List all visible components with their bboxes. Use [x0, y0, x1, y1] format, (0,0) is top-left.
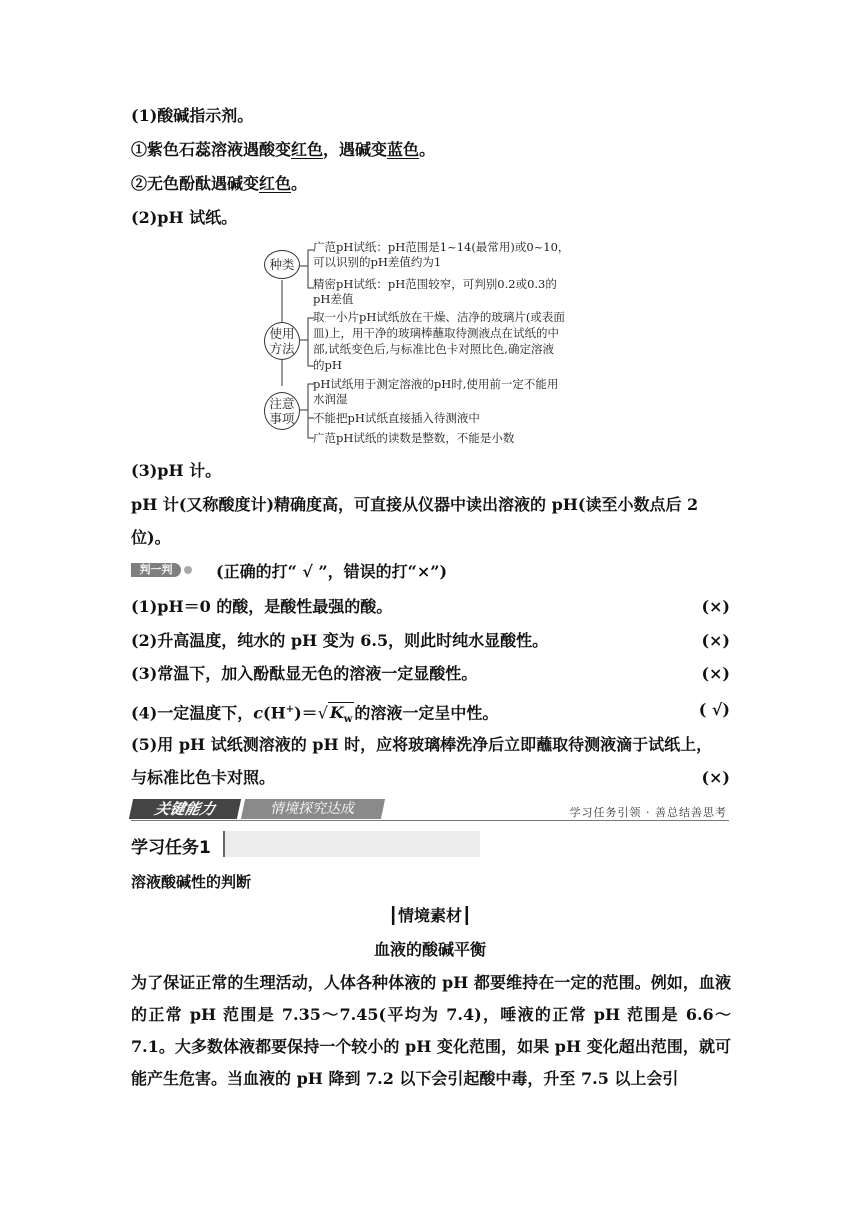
judge-item-5-cont: 与标准比色卡对照。 [131, 768, 276, 787]
subscript: w [343, 714, 353, 726]
mind-map-text: 部,试纸变色后,与标准比色卡对照比色,确定溶液 [313, 342, 554, 356]
judge-answer-2: (×) [701, 631, 730, 650]
ph-paper-mind-map [260, 238, 600, 450]
text: ②无色酚酞遇碱变 [131, 174, 260, 193]
judge-item-1: (1)pH＝0 的酸，是酸性最强的酸。 [131, 597, 393, 616]
mind-map-text: 的pH [313, 358, 342, 372]
text: (4)一定温度下， [131, 703, 254, 723]
node-types: 种类 [264, 250, 300, 279]
mind-map-text: 广范pH试纸的读数是整数，不能是小数 [313, 431, 515, 445]
judge-instruction: (正确的打“ √ ”，错误的打“×”) [216, 562, 448, 581]
judge-answer-3: (×) [701, 664, 730, 683]
mind-map-text: 水润湿 [313, 392, 348, 406]
banner-slogan: 学习任务引领 · 善总结善思考 [569, 806, 727, 819]
material-tag: ┃情境素材┃ [388, 906, 472, 925]
mind-map-text: pH差值 [313, 292, 354, 306]
judge-tag: 判一判 [131, 563, 181, 577]
mind-map-text: 取一小片pH试纸放在干燥、洁净的玻璃片(或表面 [313, 310, 565, 324]
mind-map-text: pH试纸用于测定溶液的pH时,使用前一定不能用 [313, 377, 559, 391]
litmus-line [131, 140, 435, 160]
ph-meter-text: pH 计(又称酸度计)精确度高，可直接从仪器中读出溶液的 pH(读至小数点后 2 [131, 495, 699, 514]
var-k: K [329, 703, 344, 723]
mind-map-text: 不能把pH试纸直接插入待测液中 [313, 411, 480, 425]
material-paragraph: 为了保证正常的生理活动，人体各种体液的 pH 都要维持在一定的范围。例如，血液的正常 pH 范围是 7.35～7.45(平均为 7.4)，唾液的正常 pH 范围是 6.6～7.1。大多数体液都要保持一个较小的 pH 变化范围，如果 pH 变化超出范围，就可能产生危害。当血液的 pH 降到 7.2 以下会引起酸中毒，升至 7.5 以上会引 [131, 973, 731, 1088]
judge-item-5: (5)用 pH 试纸测溶液的 pH 时，应将玻璃棒洗净后立即蘸取待测液滴于试纸上， [131, 735, 713, 754]
mind-map-text: 广范pH试纸：pH范围是1~14(最常用)或0~10， [313, 240, 570, 254]
sqrt-icon: √ [317, 703, 328, 723]
text: )＝ [294, 703, 318, 723]
node-notes: 注意事项 [264, 392, 300, 430]
phenolphthalein-line [131, 174, 307, 194]
ph-meter-text-cont: 位)。 [131, 528, 171, 547]
heading-indicator: (1)酸碱指示剂。 [131, 106, 254, 125]
task-bar [223, 831, 480, 857]
underlined-answer: 红色 [259, 174, 292, 193]
judge-item-3: (3)常温下，加入酚酞显无色的溶液一定显酸性。 [131, 664, 478, 683]
task-label: 学习任务1 [131, 838, 211, 858]
banner-rule [131, 820, 729, 821]
text: (H [263, 703, 286, 723]
superscript: + [285, 704, 295, 715]
section-banner [131, 799, 729, 821]
mind-map-text: 精密pH试纸：pH范围较窄，可判别0.2或0.3的 [313, 277, 557, 291]
node-usage: 使用方法 [264, 322, 300, 360]
judge-answer-1: (×) [701, 597, 730, 616]
text: 。 [419, 140, 436, 159]
var-c: c [253, 703, 264, 723]
judge-answer-4: ( √) [698, 700, 730, 719]
underlined-answer: 蓝色 [387, 140, 420, 159]
heading-ph-paper: (2)pH 试纸。 [131, 208, 238, 227]
text: 的溶液一定呈中性。 [354, 703, 499, 723]
text: 。 [291, 174, 308, 193]
sqrt-body [328, 702, 355, 726]
judge-item-2: (2)升高温度，纯水的 pH 变为 6.5，则此时纯水显酸性。 [131, 631, 549, 650]
judge-item-4 [131, 700, 498, 731]
heading-ph-meter: (3)pH 计。 [131, 461, 222, 480]
dot-icon [184, 566, 192, 574]
text: ，遇碱变 [323, 140, 388, 159]
text: ①紫色石蕊溶液遇酸变 [131, 140, 292, 159]
material-title: 血液的酸碱平衡 [373, 940, 486, 959]
judge-answer-5: (×) [701, 768, 730, 787]
underlined-answer: 红色 [291, 140, 324, 159]
mind-map-text: 皿)上，用干净的玻璃棒蘸取待测液点在试纸的中 [313, 326, 559, 340]
banner-key-ability: 关键能力 [129, 799, 241, 819]
banner-scenario: 情境探究达成 [241, 799, 385, 819]
task-header [131, 831, 478, 857]
mind-map-text: 可以识别的pH差值约为1 [313, 255, 442, 269]
task-subtitle: 溶液酸碱性的判断 [131, 873, 252, 891]
